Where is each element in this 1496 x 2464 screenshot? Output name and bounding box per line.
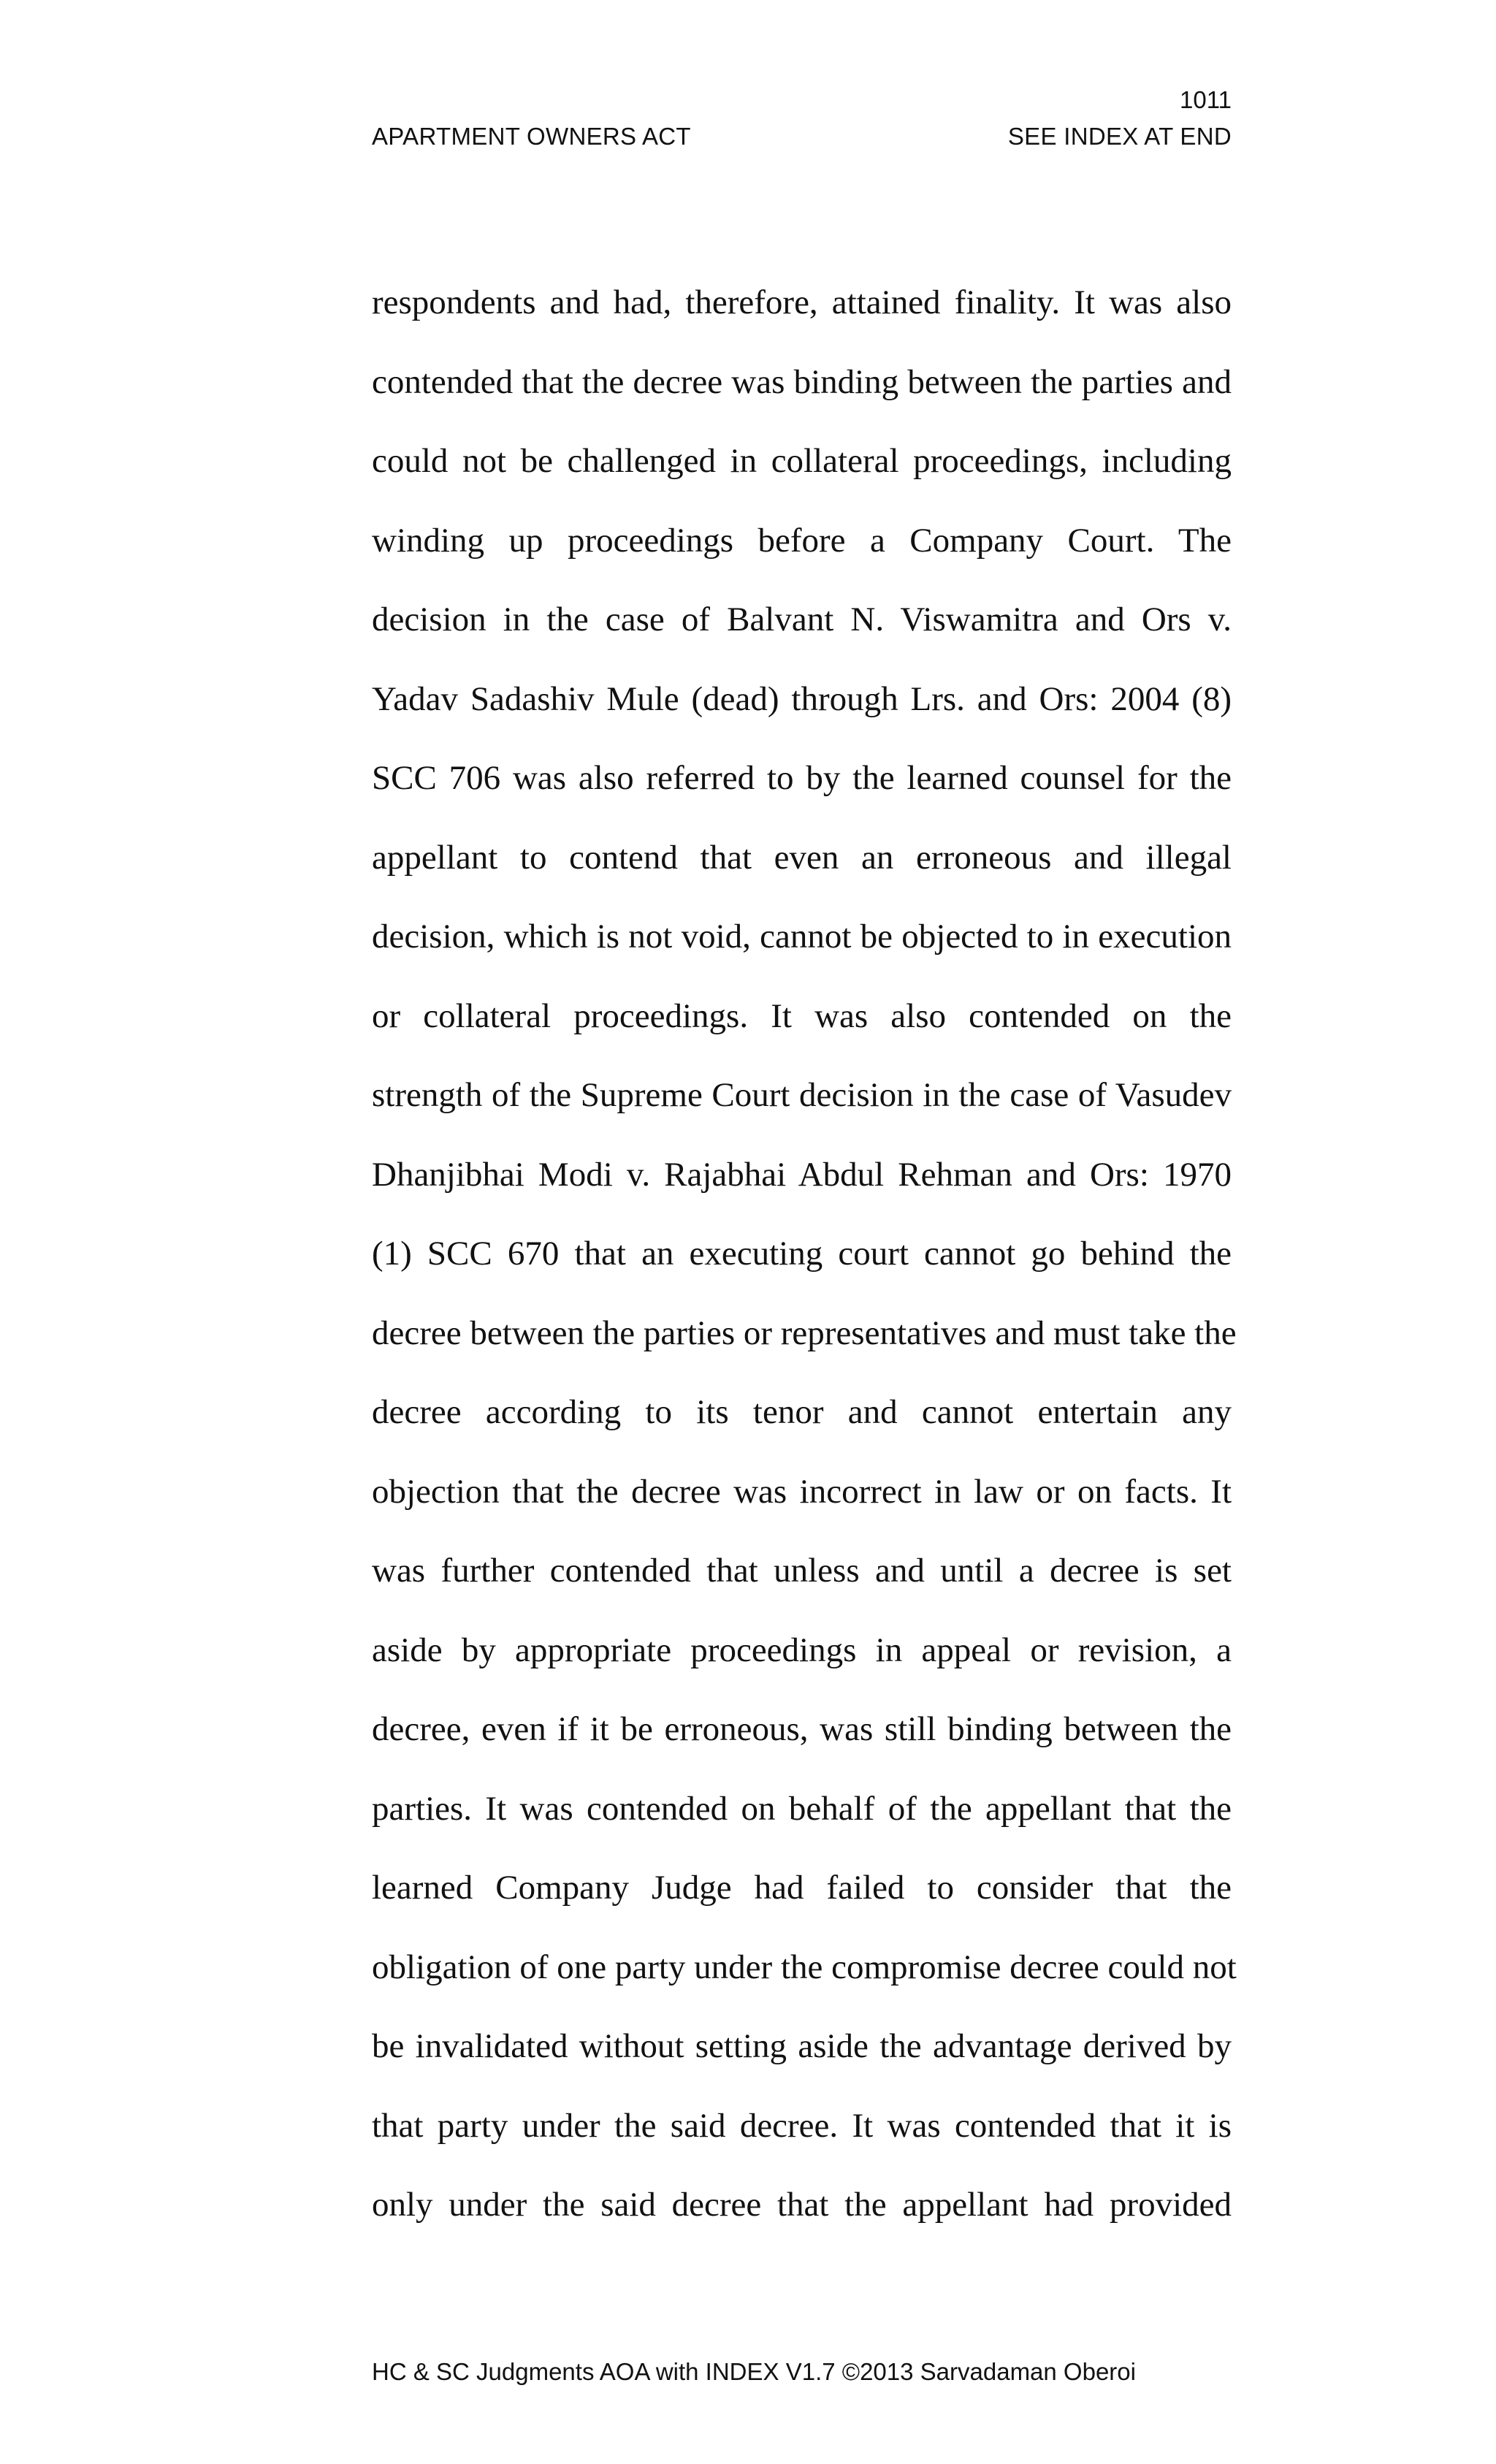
body-line: decree between the parties or representatives and must take the — [372, 1313, 1237, 1352]
body-line: or collateral proceedings. It was also contended on the — [372, 996, 1232, 1035]
body-line: parties. It was contended on behalf of the appellant that the — [372, 1789, 1232, 1828]
body-text — [372, 263, 1237, 2245]
body-line: that party under the said decree. It was contended that it is — [372, 2106, 1232, 2145]
body-line: Yadav Sadashiv Mule (dead) through Lrs. and Ors: 2004 (8) — [372, 679, 1232, 718]
page-number: 1011 — [1180, 86, 1232, 113]
body-line: obligation of one party under the compromise decree could not — [372, 1948, 1237, 1986]
body-line: decree according to its tenor and cannot entertain any — [372, 1393, 1232, 1431]
body-line: could not be challenged in collateral proceedings, including — [372, 442, 1232, 480]
body-line: only under the said decree that the appellant had provided — [372, 2186, 1232, 2224]
body-line: appellant to contend that even an erroneous and illegal — [372, 838, 1232, 877]
body-line: (1) SCC 670 that an executing court cannot go behind the — [372, 1235, 1232, 1273]
running-header-title: APARTMENT OWNERS ACT — [372, 123, 691, 150]
body-line: Dhanjibhai Modi v. Rajabhai Abdul Rehman and Ors: 1970 — [372, 1155, 1232, 1194]
body-line: be invalidated without setting aside the advantage derived by — [372, 2027, 1232, 2065]
body-line: was further contended that unless and until a decree is set — [372, 1552, 1232, 1590]
body-line: aside by appropriate proceedings in appeal or revision, a — [372, 1630, 1232, 1669]
body-line: SCC 706 was also referred to by the learned counsel for the — [372, 759, 1232, 797]
body-line: learned Company Judge had failed to consider that the — [372, 1869, 1232, 1907]
body-line: decree, even if it be erroneous, was still binding between the — [372, 1710, 1232, 1748]
body-line: objection that the decree was incorrect in law or on facts. It — [372, 1472, 1232, 1511]
body-line: strength of the Supreme Court decision in the case of Vasudev — [372, 1076, 1232, 1114]
body-line: winding up proceedings before a Company Court. The — [372, 521, 1232, 560]
body-line: decision, which is not void, cannot be objected to in execution — [372, 918, 1232, 956]
body-line: decision in the case of Balvant N. Viswamitra and Ors v. — [372, 600, 1232, 638]
running-header-index-note: SEE INDEX AT END — [1007, 123, 1232, 150]
footer-copyright: HC & SC Judgments AOA with INDEX V1.7 ©2013 Sarvadaman Oberoi — [372, 2358, 1136, 2385]
body-line: contended that the decree was binding between the parties and — [372, 362, 1232, 401]
body-line: respondents and had, therefore, attained finality. It was also — [372, 283, 1232, 321]
